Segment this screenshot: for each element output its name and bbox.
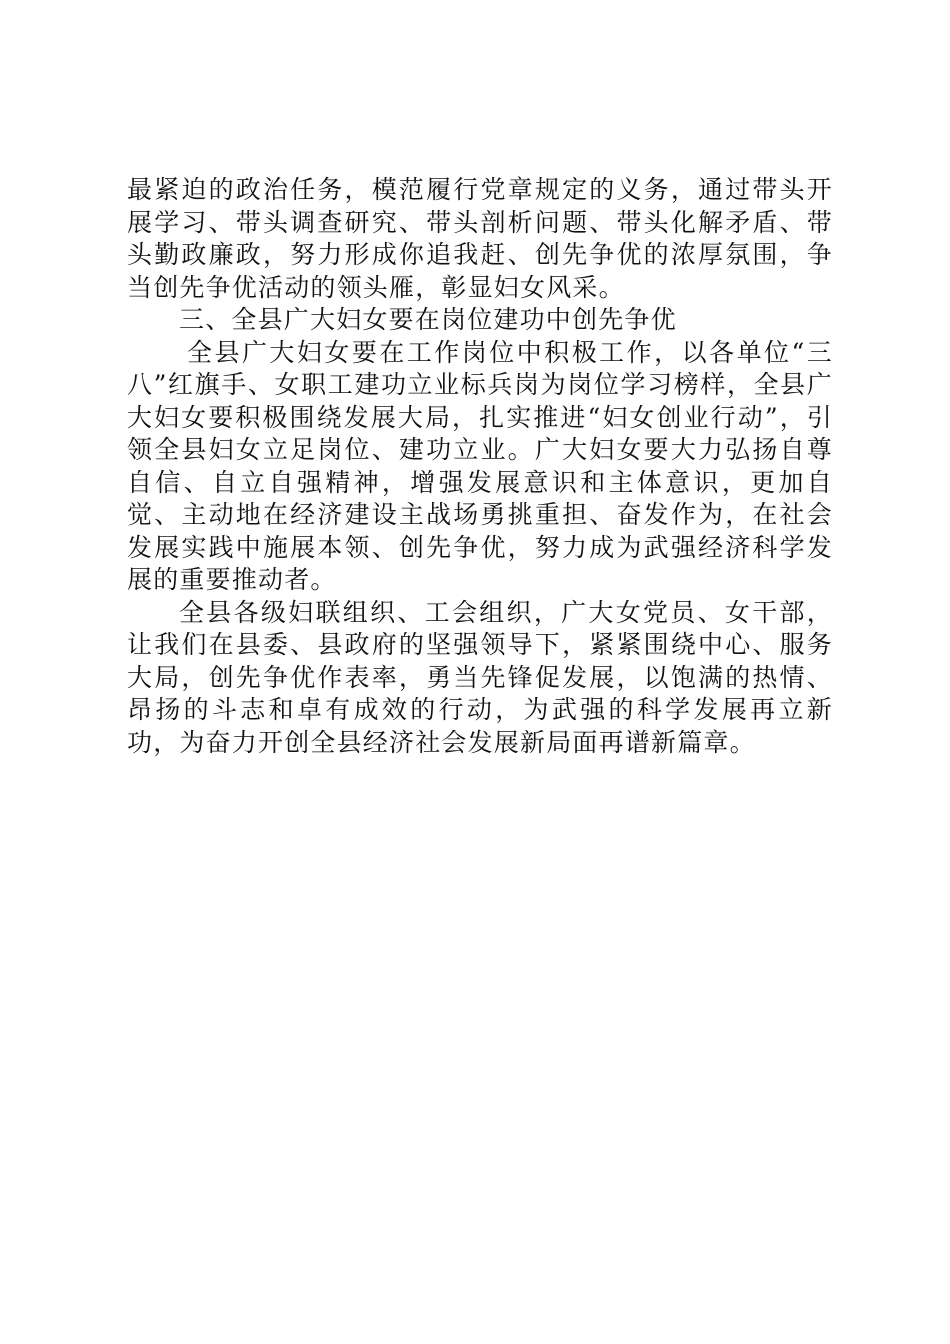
section-heading: 三、全县广大妇女要在岗位建功中创先争优 — [179, 305, 677, 334]
document-body — [127, 174, 833, 759]
paragraph-closing: 全县各级妇联组织、工会组织，广大女党员、女干部，让我们在县委、县政府的坚强领导下，紧紧围绕中心、服务大局，创先争优作表率，勇当先锋促发展，以饱满的热情、昂扬的斗志和卓有成效的行动，为武强的科学发展再立新功，为奋力开创全县经济社会发展新局面再谱新篇章。 — [127, 597, 833, 757]
paragraph-continued: 最紧迫的政治任务，模范履行党章规定的义务，通过带头开展学习、带头调查研究、带头剖析问题、带头化解矛盾、带头勤政廉政，努力形成你追我赶、创先争优的浓厚氛围，争当创先争优活动的领头雁，彰显妇女风采。 — [127, 175, 833, 302]
paragraph: 全县广大妇女要在工作岗位中积极工作，以各单位“三八”红旗手、女职工建功立业标兵岗为岗位学习榜样，全县广大妇女要积极围绕发展大局，扎实推进“妇女创业行动”，引领全县妇女立足岗位、建功立业。广大妇女要大力弘扬自尊自信、自立自强精神，增强发展意识和主体意识，更加自觉、主动地在经济建设主战场勇挑重担、奋发作为，在社会发展实践中施展本领、创先争优，努力成为武强经济科学发展的重要推动者。 — [127, 337, 833, 594]
